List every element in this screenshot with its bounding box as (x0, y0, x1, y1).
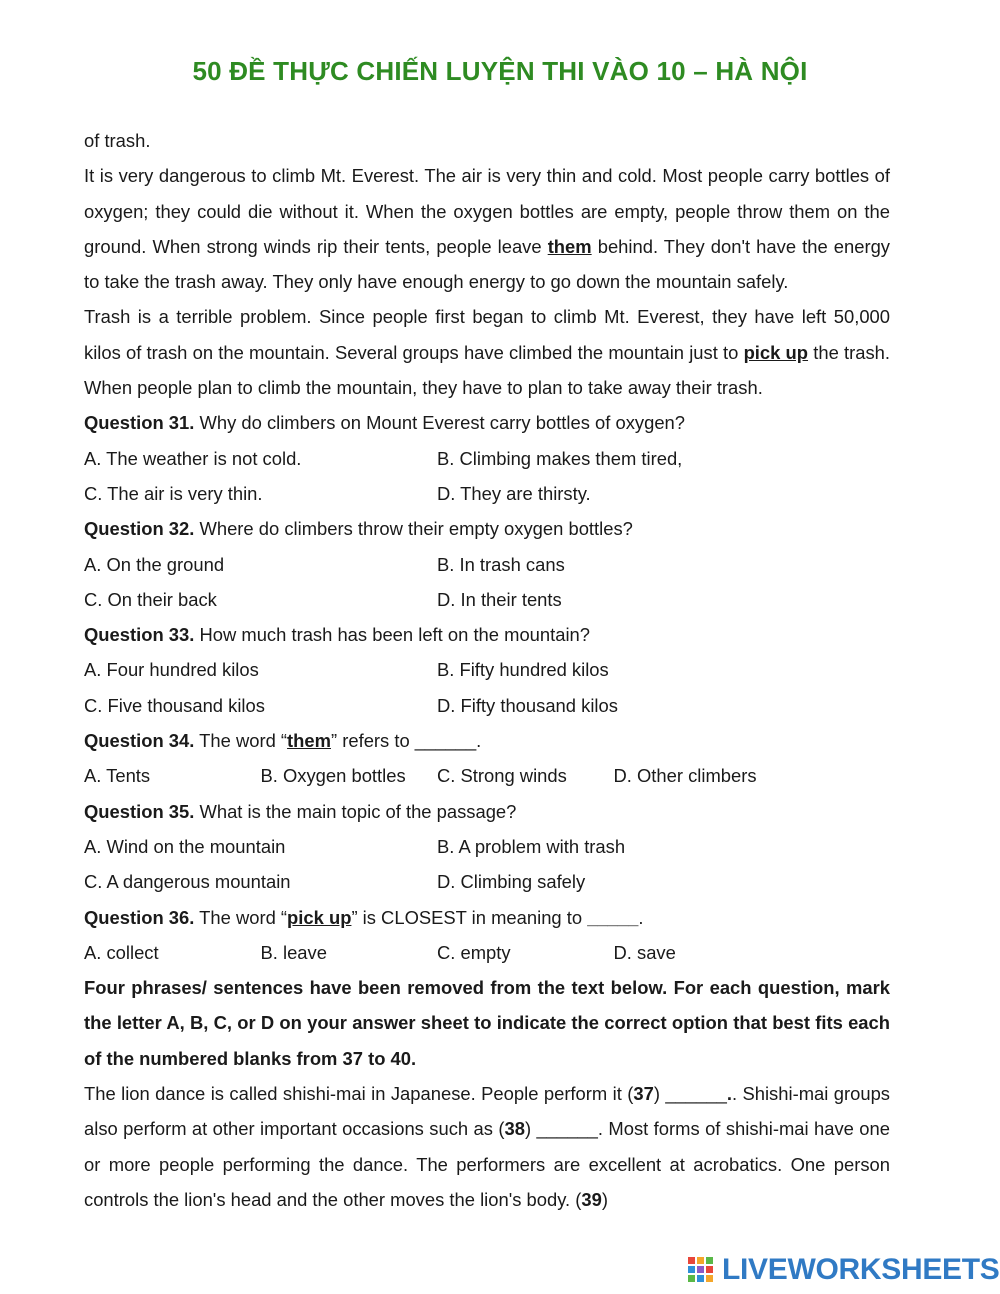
passage-paragraph-2 (84, 299, 890, 405)
option-b[interactable]: B. Oxygen bottles (260, 765, 406, 787)
passage-text: It is very dangerous to climb Mt. Everest. The air is very thin and cold. Most people carry bottles of oxygen; they could die without it. When the oxygen bottles are empty, people throw them on the ground. When strong winds rip their tents, people leave (84, 165, 890, 257)
question-label: Question 36. (84, 906, 195, 928)
option-d[interactable]: D. Climbing safely (437, 871, 586, 893)
option-b[interactable]: B. A problem with trash (437, 835, 626, 857)
options-row (84, 441, 890, 476)
underlined-word-them: them (547, 235, 592, 257)
option-b[interactable]: B. Fifty hundred kilos (437, 659, 609, 681)
question-text: What is the main topic of the passage? (194, 800, 517, 822)
option-b[interactable]: B. In trash cans (437, 553, 565, 575)
option-d[interactable]: D. save (613, 941, 676, 963)
options-row (84, 829, 890, 864)
question-text: ” refers to ______. (331, 730, 482, 752)
passage-text: . (726, 1083, 732, 1105)
options-row (84, 864, 890, 899)
option-c[interactable]: C. Strong winds (437, 765, 567, 787)
underlined-word: pick up (287, 906, 352, 928)
question-36 (84, 900, 890, 935)
options-row (84, 688, 890, 723)
passage-text: ) (601, 1188, 608, 1210)
question-label: Question 35. (84, 800, 195, 822)
question-text: . (638, 906, 644, 928)
option-b[interactable]: B. Climbing makes them tired, (437, 447, 683, 469)
passage-text: . Shishi-mai groups also perform at other important occasions such as ( (84, 1083, 890, 1140)
lion-dance-passage (84, 1076, 890, 1217)
section-instructions (84, 970, 890, 1076)
document-body (84, 123, 890, 1217)
blank-37[interactable]: ) ______ (653, 1083, 727, 1105)
option-a[interactable]: A. Tents (84, 765, 151, 787)
question-text: ” is CLOSEST in meaning to (351, 906, 588, 928)
option-d[interactable]: D. Other climbers (613, 765, 757, 787)
options-row (84, 935, 890, 970)
options-row (84, 582, 890, 617)
answer-blank: _____ (587, 906, 639, 928)
question-32 (84, 511, 890, 546)
option-a[interactable]: A. Four hundred kilos (84, 659, 259, 681)
options-row (84, 758, 890, 793)
question-text: How much trash has been left on the mountain? (194, 624, 591, 646)
option-c[interactable]: C. empty (437, 941, 511, 963)
question-31 (84, 405, 890, 440)
blank-number-37: 37 (633, 1083, 654, 1105)
passage-text: Trash is a terrible problem. Since people first began to climb Mt. Everest, they have left 50,000 kilos of trash on the mountain. Several groups have climbed the mountain just to (84, 306, 890, 363)
page-title: 50 ĐỀ THỰC CHIẾN LUYỆN THI VÀO 10 – HÀ NỘI (192, 56, 808, 86)
option-b[interactable]: B. leave (260, 941, 327, 963)
option-c[interactable]: C. A dangerous mountain (84, 871, 291, 893)
option-c[interactable]: C. The air is very thin. (84, 482, 263, 504)
blank-number-38: 38 (504, 1118, 525, 1140)
question-label: Question 33. (84, 624, 195, 646)
question-35 (84, 794, 890, 829)
question-text: The word “ (194, 730, 288, 752)
option-c[interactable]: C. On their back (84, 588, 217, 610)
option-a[interactable]: A. On the ground (84, 553, 225, 575)
liveworksheets-watermark (686, 1252, 1000, 1288)
question-34 (84, 723, 890, 758)
option-d[interactable]: D. Fifty thousand kilos (437, 694, 618, 716)
question-33 (84, 617, 890, 652)
passage-text: behind. They don't have the energy to take the trash away. They only have enough energy to go down the mountain safely. (84, 235, 891, 293)
option-a[interactable]: A. The weather is not cold. (84, 447, 302, 469)
blank-number-39: 39 (581, 1188, 602, 1210)
option-d[interactable]: D. They are thirsty. (437, 482, 591, 504)
option-c[interactable]: C. Five thousand kilos (84, 694, 265, 716)
question-text: Why do climbers on Mount Everest carry bottles of oxygen? (194, 412, 686, 434)
option-a[interactable]: A. Wind on the mountain (84, 835, 286, 857)
question-label: Question 34. (84, 730, 195, 752)
options-row (84, 652, 890, 687)
option-a[interactable]: A. collect (84, 941, 159, 963)
option-d[interactable]: D. In their tents (437, 588, 562, 610)
options-row (84, 547, 890, 582)
question-label: Question 32. (84, 518, 195, 540)
options-row (84, 476, 890, 511)
watermark-text: LIVEWORKSHEETS (722, 1253, 1000, 1286)
passage-text: the trash. When people plan to climb the mountain, they have to plan to take away their trash. (84, 341, 890, 399)
instruction-text: Four phrases/ sentences have been removed from the text below. For each question, mark the letter A, B, C, or D on your answer sheet to indicate the correct option that best fits each of the numbered blanks from 37 to 40. (84, 977, 890, 1069)
question-label: Question 31. (84, 412, 195, 434)
underlined-word-pick-up: pick up (743, 341, 809, 363)
passage-text: ) ______. Most forms of shishi-mai have one or more people performing the dance. The performers are excellent at acrobatics. One person controls the lion's head and the other moves the lion's body. ( (84, 1118, 890, 1210)
liveworksheets-logo-icon (686, 1253, 720, 1287)
passage-text: The lion dance is called shishi-mai in Japanese. People perform it ( (84, 1083, 634, 1105)
question-text: The word “ (194, 906, 288, 928)
passage-line: of trash. (84, 130, 151, 151)
underlined-word: them (287, 730, 331, 752)
question-text: Where do climbers throw their empty oxygen bottles? (194, 518, 633, 540)
passage-paragraph-1 (84, 158, 890, 299)
